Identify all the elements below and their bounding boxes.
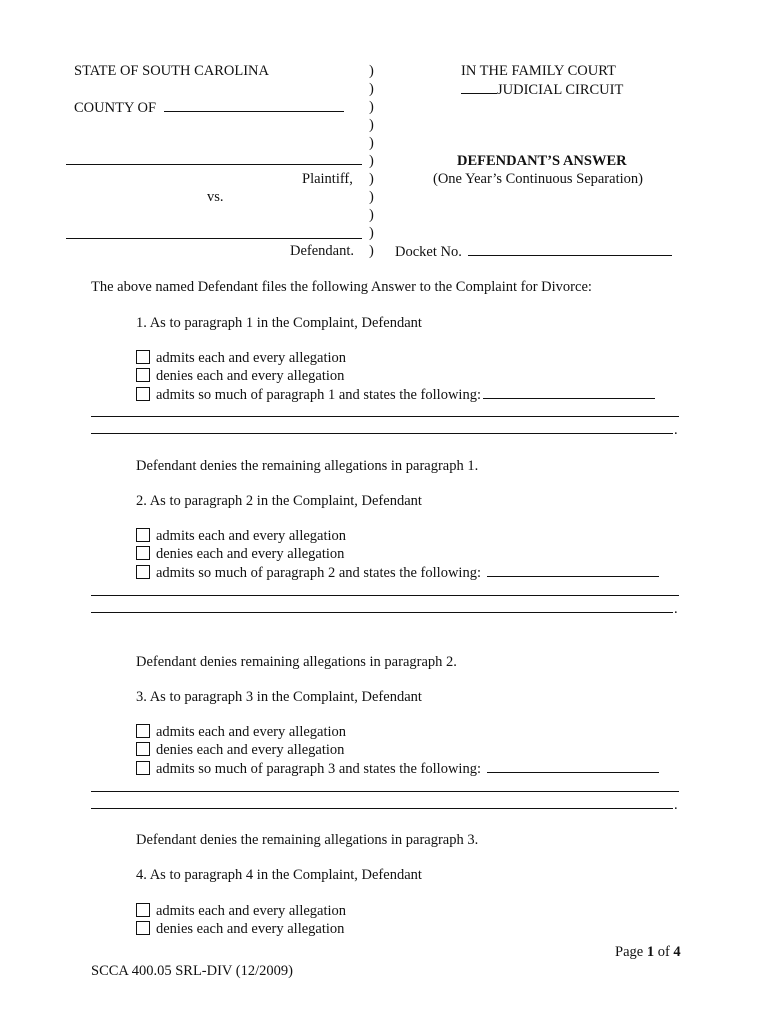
circuit-label: JUDICIAL CIRCUIT [497, 82, 624, 98]
p2-admit-checkbox[interactable] [136, 528, 150, 542]
p1-partial-label: admits so much of paragraph 1 and states the following: [156, 387, 481, 403]
county-blank[interactable] [164, 98, 344, 112]
p1-admit-label: admits each and every allegation [156, 350, 347, 366]
defendant-name-line[interactable] [66, 238, 362, 239]
p3-partial-option [136, 759, 659, 778]
p1-answer-line-2[interactable] [91, 433, 673, 434]
p2-deny-label: denies each and every allegation [156, 546, 345, 562]
paragraph-2-heading: 2. As to paragraph 2 in the Complaint, Defendant [136, 493, 422, 509]
docket-label: Docket No. [395, 244, 462, 260]
circuit-caption [461, 80, 623, 99]
p2-partial-checkbox[interactable] [136, 565, 150, 579]
p2-answer-line-2[interactable] [91, 612, 673, 613]
p3-answer-line-2[interactable] [91, 808, 673, 809]
p3-partial-checkbox[interactable] [136, 761, 150, 775]
p3-deny-checkbox[interactable] [136, 742, 150, 756]
docket-number-blank[interactable] [468, 242, 672, 256]
page-current: 1 [646, 944, 655, 960]
caption-parentheses: ) ) ) ) ) ) ) ) ) ) ) [369, 63, 374, 259]
p1-answer-line-1[interactable] [91, 416, 679, 417]
p4-admit-checkbox[interactable] [136, 903, 150, 917]
p2-deny-option [136, 545, 344, 563]
p3-partial-blank[interactable] [487, 759, 659, 773]
p4-deny-checkbox[interactable] [136, 921, 150, 935]
p1-partial-checkbox[interactable] [136, 387, 150, 401]
paragraph-4-heading: 4. As to paragraph 4 in the Complaint, Defendant [136, 867, 422, 883]
p3-deny-option [136, 741, 344, 759]
paragraph-1-heading: 1. As to paragraph 1 in the Complaint, Defendant [136, 315, 422, 331]
p2-partial-option [136, 563, 659, 582]
county-caption [74, 98, 344, 117]
p3-deny-label: denies each and every allegation [156, 742, 345, 758]
document-subtitle: (One Year’s Continuous Separation) [433, 171, 643, 187]
page-word: Page [615, 944, 644, 960]
p1-admit-checkbox[interactable] [136, 350, 150, 364]
p1-deny-option [136, 367, 344, 385]
p2-partial-blank[interactable] [487, 563, 659, 577]
p3-answer-line-1[interactable] [91, 791, 679, 792]
state-caption: STATE OF SOUTH CAROLINA [74, 63, 269, 79]
paragraph-3-closing: Defendant denies the remaining allegations in paragraph 3. [136, 832, 479, 848]
county-label: COUNTY OF [74, 100, 157, 116]
p2-answer-line-1[interactable] [91, 595, 679, 596]
page-indicator [615, 943, 681, 961]
docket-caption [395, 242, 672, 261]
p2-admit-label: admits each and every allegation [156, 528, 347, 544]
page-of: of [657, 944, 670, 960]
paragraph-1-closing: Defendant denies the remaining allegations in paragraph 1. [136, 458, 479, 474]
intro-text: The above named Defendant files the following Answer to the Complaint for Divorce: [91, 279, 592, 295]
p4-admit-option [136, 902, 346, 920]
plaintiff-label: Plaintiff, [302, 171, 353, 187]
plaintiff-name-line[interactable] [66, 164, 362, 165]
p2-deny-checkbox[interactable] [136, 546, 150, 560]
vs-label: vs. [207, 189, 224, 205]
p1-admit-option [136, 349, 346, 367]
p3-admit-label: admits each and every allegation [156, 724, 347, 740]
p1-partial-blank[interactable] [483, 385, 655, 399]
p3-line-period: . [674, 797, 678, 813]
page-total: 4 [673, 944, 681, 960]
defendant-label: Defendant. [290, 243, 355, 259]
p1-deny-label: denies each and every allegation [156, 368, 345, 384]
p1-line-period: . [674, 422, 678, 438]
p2-line-period: . [674, 601, 678, 617]
p4-admit-label: admits each and every allegation [156, 903, 347, 919]
p4-deny-option [136, 920, 344, 938]
document-title: DEFENDANT’S ANSWER [457, 153, 627, 169]
paragraph-3-heading: 3. As to paragraph 3 in the Complaint, Defendant [136, 689, 422, 705]
p3-admit-option [136, 723, 346, 741]
circuit-blank[interactable] [461, 80, 497, 94]
p1-deny-checkbox[interactable] [136, 368, 150, 382]
court-name: IN THE FAMILY COURT [461, 63, 616, 79]
p1-partial-option [136, 385, 655, 404]
paragraph-2-closing: Defendant denies remaining allegations in paragraph 2. [136, 654, 457, 670]
p3-admit-checkbox[interactable] [136, 724, 150, 738]
form-identifier: SCCA 400.05 SRL-DIV (12/2009) [91, 963, 293, 979]
p2-partial-label: admits so much of paragraph 2 and states the following: [156, 565, 481, 581]
p4-deny-label: denies each and every allegation [156, 921, 345, 937]
p2-admit-option [136, 527, 346, 545]
p3-partial-label: admits so much of paragraph 3 and states the following: [156, 761, 481, 777]
